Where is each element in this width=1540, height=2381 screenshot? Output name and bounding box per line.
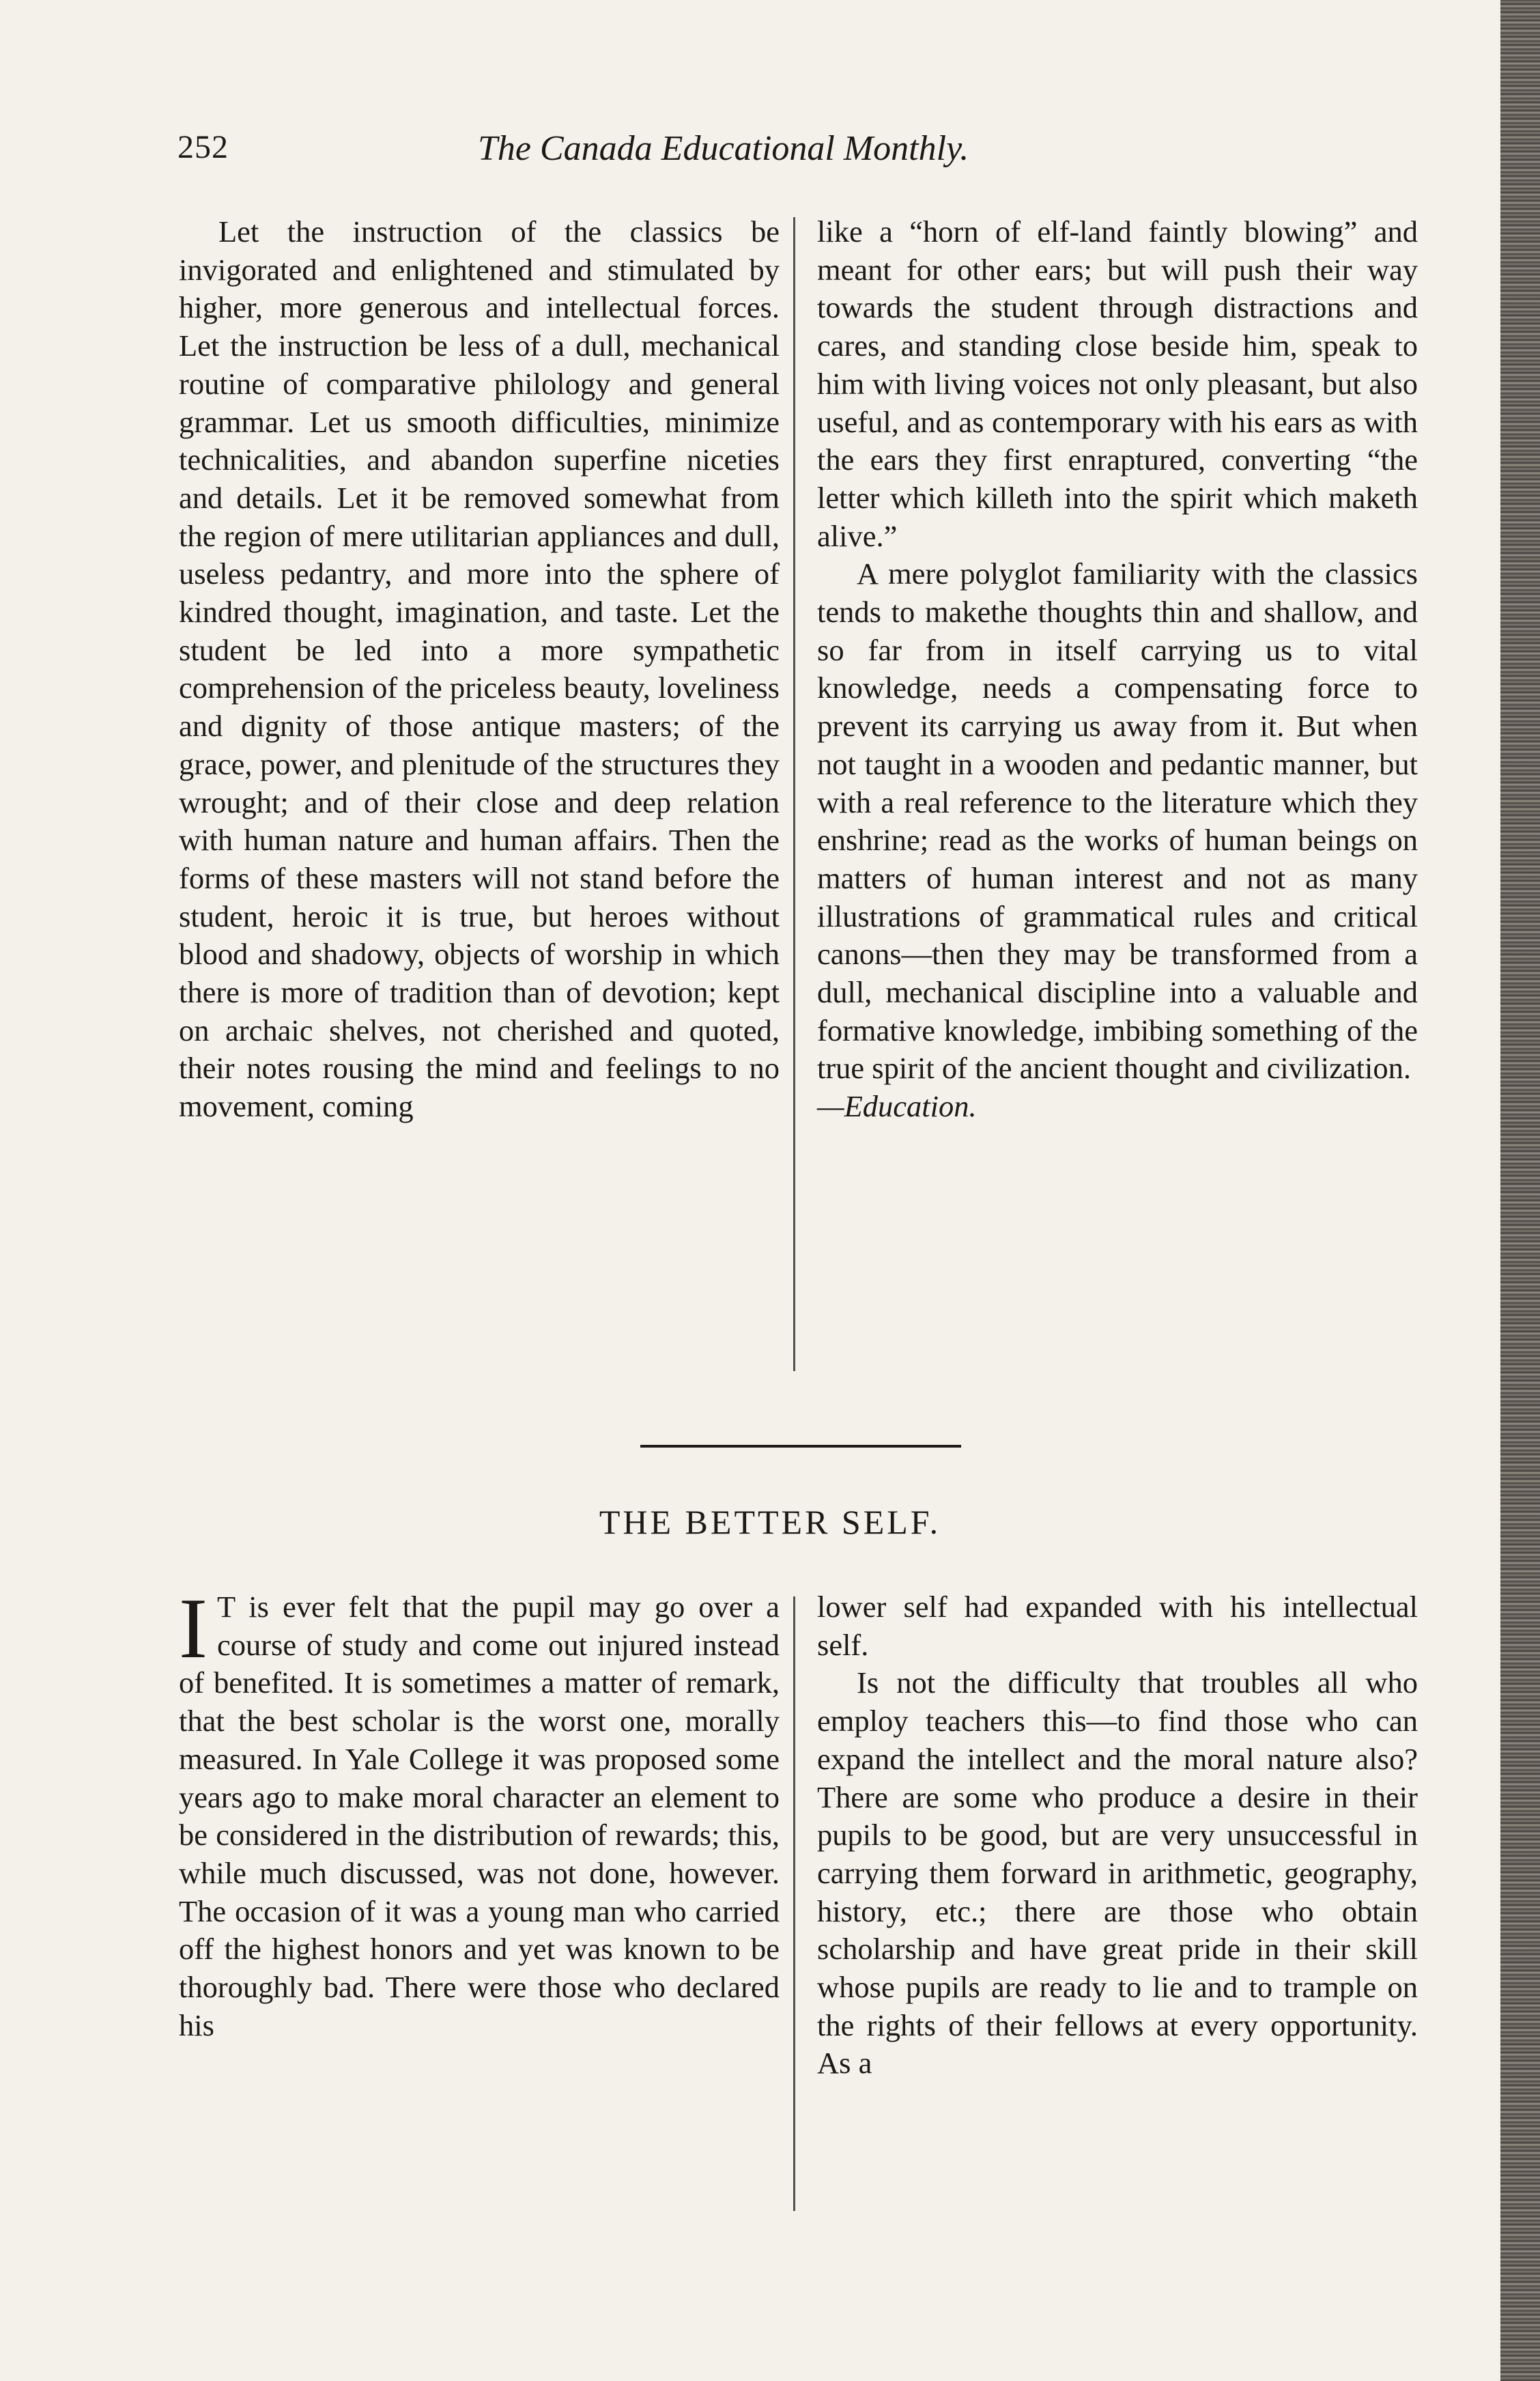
- drop-cap: I: [179, 1581, 208, 1676]
- article-1-signature: —Education.: [817, 1089, 977, 1124]
- running-title: The Canada Educational Monthly.: [478, 129, 969, 168]
- column-divider: [793, 1596, 795, 2211]
- page-number: 252: [177, 129, 229, 165]
- article-1-paragraph-continued: like a “horn of elf-land faintly blowing” and meant for other ears; but will push their way towards the student through distractions and cares, and standing close beside him, speak to him with living voices not only pleasant, but also useful, and as contemporary with his ears as with the ears they first enraptured, converting “the letter which killeth into the spirit which maketh alive.”: [817, 214, 1418, 553]
- column-divider: [793, 217, 795, 1371]
- article-2-title: THE BETTER SELF.: [599, 1503, 941, 1541]
- article-1-left-column: [179, 213, 780, 1126]
- page-header: [177, 128, 1133, 176]
- article-2-paragraph: [179, 1581, 780, 2044]
- article-1-right-column: [817, 213, 1418, 1126]
- section-separator-rule: [640, 1445, 961, 1448]
- article-2-paragraph-continued: lower self had expanded with his intellectual self.: [817, 1590, 1418, 1662]
- article-1-paragraph: A mere polyglot familiarity with the classics tends to makethe thoughts thin and shallow, and so far from in itself carrying us to vital knowledge, needs a compensating force to prevent its carrying us away from it. But when not taught in a wooden and pedantic manner, but with a real reference to the literature which they enshrine; read as the works of human beings on matters of human interest and not as many illustrations of grammatical rules and critical canons—then they may be transformed from a dull, mechanical discipline into a valuable and formative knowledge, imbibing something of the true spirit of the ancient thought and civilization.: [817, 556, 1418, 1086]
- article-2-right-column: [817, 1588, 1418, 2083]
- page-binding-edge: [1500, 0, 1540, 2381]
- article-2-paragraph: Is not the difficulty that troubles all who employ teachers this—to find those who can expand the intellect and the moral nature also? There are some who produce a desire in their pupils to be good, but are very unsuccessful in carrying them forward in arithmetic, geography, history, etc.; there are those who obtain scholarship and have great pride in their skill whose pupils are ready to lie and to trample on the rights of their fellows at every opportunity. As a: [817, 1665, 1418, 2081]
- article-2-left-column: [179, 1581, 780, 2044]
- article-2-paragraph-text: T is ever felt that the pupil may go over a course of study and come out injured instead of benefited. It is sometimes a matter of remark, that the best scholar is the worst one, morally measured. In Yale College it was proposed some years ago to make moral character an element to be considered in the distribution of rewards; this, while much discussed, was not done, however. The occasion of it was a young man who carried off the highest honors and yet was known to be thoroughly bad. There were those who declared his: [179, 1590, 780, 2042]
- article-1-paragraph: Let the instruction of the classics be invigorated and enlightened and stimulated by higher, more generous and intellectual forces. Let the instruction be less of a dull, mechanical routine of comparative philology and general grammar. Let us smooth difficulties, minimize technicalities, and abandon superfine niceties and details. Let it be removed somewhat from the region of mere utilitarian appliances and dull, useless pedantry, and more into the sphere of kindred thought, imagination, and taste. Let the student be led into a more sympathetic comprehension of the priceless beauty, loveliness and dignity of those antique masters; of the grace, power, and plenitude of the structures they wrought; and of their close and deep relation with human nature and human affairs. Then the forms of these masters will not stand before the student, heroic it is true, but heroes without blood and shadowy, objects of worship in which there is more of tradition than of devotion; kept on archaic shelves, not cherished and quoted, their notes rousing the mind and feelings to no movement, coming: [179, 214, 780, 1124]
